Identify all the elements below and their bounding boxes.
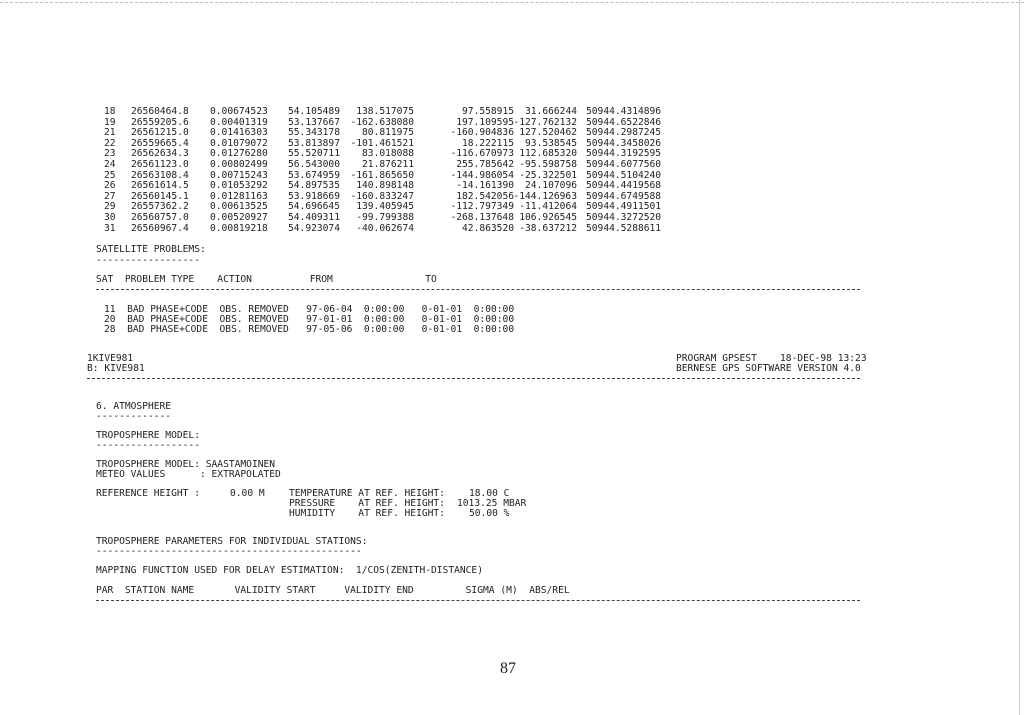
orbit-table-cell: 50944.4314896 (586, 106, 662, 117)
temperature-value: 18.00 C (469, 488, 510, 499)
orbit-table-cell: 50944.4419568 (586, 180, 662, 192)
orbit-table-cell: 56.543000 (288, 159, 340, 170)
problems-table-header: SAT PROBLEM TYPE ACTION FROM TO (96, 274, 437, 285)
orbit-table-cell: -14.161390 (456, 180, 514, 192)
humidity-value: 50.00 % (469, 508, 510, 519)
orbit-table-cell: -25.322501 (519, 169, 577, 181)
orbit-table-cell: 31 (104, 222, 116, 234)
orbit-table-cell: 0.00819218 (210, 222, 268, 234)
orbit-table-cell: 24.107096 (525, 180, 577, 192)
orbit-table-cell: 26560464.8 (131, 106, 189, 117)
header-job-id: 1KIVE981 (87, 353, 134, 364)
orbit-table-cell: -99.799388 (356, 212, 414, 223)
orbit-table-cell: 50944.3192595 (586, 148, 662, 160)
meteo-values-line: METEO VALUES : EXTRAPOLATED (96, 469, 281, 480)
orbit-table-cell: 50944.6522846 (586, 116, 662, 128)
orbit-table-cell: 50944.4911501 (586, 201, 662, 213)
pressure-label: PRESSURE AT REF. HEIGHT: (289, 498, 445, 509)
orbit-table-cell: 26561123.0 (131, 159, 189, 170)
problem-row: 28 BAD PHASE+CODE OBS. REMOVED 97-05-06 0:00:00 0-01-01 0:00:00 (104, 324, 515, 335)
orbit-table-cell: -101.461521 (350, 137, 414, 149)
orbit-table-cell: 26561614.5 (131, 180, 189, 192)
orbit-table-cell: 26560145.1 (131, 190, 189, 202)
orbit-table-cell: 140.898148 (356, 180, 414, 192)
orbit-table-cell: 55.520711 (288, 148, 340, 160)
header-campaign: B: KIVE981 (87, 363, 145, 374)
orbit-table-cell: 26 (104, 180, 116, 192)
orbit-table-cell: 54.409311 (288, 212, 340, 223)
orbit-table-cell: 0.00613525 (210, 201, 268, 213)
orbit-table-cell: 54.923074 (288, 222, 340, 234)
top-border (0, 2, 1024, 3)
orbit-table-cell: 54.696645 (288, 201, 340, 213)
right-border (1019, 0, 1020, 715)
orbit-table-cell: 21.876211 (362, 159, 414, 170)
orbit-table-cell: -127.762132 (513, 116, 577, 128)
orbit-table-cell: 29 (104, 201, 116, 213)
orbit-table-cell: 27 (104, 190, 116, 202)
orbit-table-cell: 50944.2987245 (586, 127, 662, 139)
orbit-table-cell: -144.126963 (513, 190, 577, 202)
reference-height-label: REFERENCE HEIGHT : (96, 488, 200, 499)
orbit-table-cell: 42.863520 (462, 222, 514, 234)
orbit-table-cell: -161.865650 (350, 169, 414, 181)
orbit-table-cell: 0.01053292 (210, 180, 268, 192)
orbit-table-cell: 55.343178 (288, 127, 340, 139)
orbit-table-cell: -112.797349 (450, 201, 514, 213)
orbit-table-cell: 0.00674523 (210, 106, 268, 117)
orbit-table-cell: -268.137648 (450, 212, 514, 223)
orbit-table-cell: 0.00401319 (210, 116, 268, 128)
orbit-table-cell: 26559665.4 (131, 137, 189, 149)
troposphere-params-title: TROPOSPHERE PARAMETERS FOR INDIVIDUAL STATIONS: (96, 536, 368, 547)
orbit-table-cell: -11.412064 (519, 201, 577, 213)
orbit-table-cell: 26560967.4 (131, 222, 189, 234)
orbit-table-cell: -160.833247 (350, 190, 414, 202)
orbit-table-cell: 26561215.0 (131, 127, 189, 139)
orbit-table-cell: 54.897535 (288, 180, 340, 192)
orbit-table-cell: 26562634.3 (131, 148, 189, 160)
orbit-table-cell: 50944.5288611 (586, 222, 662, 234)
orbit-table-cell: 50944.6749588 (586, 190, 662, 202)
orbit-table-cell: 50944.3272520 (586, 212, 662, 223)
orbit-table-cell: 26557362.2 (131, 201, 189, 213)
orbit-table-cell: -116.670973 (450, 148, 514, 160)
problem-row: 11 BAD PHASE+CODE OBS. REMOVED 97-06-04 0:00:00 0-01-01 0:00:00 (104, 304, 515, 315)
section-title: 6. ATMOSPHERE (96, 401, 172, 412)
satellite-problems-underline: ------------------ (96, 255, 200, 266)
params-header-rule (96, 600, 860, 601)
section-underline: ------------- (96, 411, 172, 422)
orbit-table-cell: 0.00520927 (210, 212, 268, 223)
reference-height-value: 0.00 M (230, 488, 265, 499)
page-number: 87 (500, 660, 516, 677)
orbit-table-cell: 83.018088 (362, 148, 414, 160)
orbit-table-cell: 255.785642 (456, 159, 514, 170)
orbit-table-cell: 18.222115 (462, 137, 514, 149)
orbit-table-cell: 26559205.6 (131, 116, 189, 128)
humidity-label: HUMIDITY AT REF. HEIGHT: (289, 508, 445, 519)
orbit-table-cell: 112.685320 (519, 148, 577, 160)
troposphere-model-underline: ------------------ (96, 440, 200, 451)
orbit-table-cell: 54.105489 (288, 106, 340, 117)
params-table-header: PAR STATION NAME VALIDITY START VALIDITY END SIGMA (M) ABS/REL (96, 585, 570, 596)
orbit-table-cell: 21 (104, 127, 116, 139)
troposphere-params-underline: ---------------------------------------------- (96, 546, 362, 557)
orbit-table-cell: -38.637212 (519, 222, 577, 234)
orbit-table-cell: -40.062674 (356, 222, 414, 234)
troposphere-model-title: TROPOSPHERE MODEL: (96, 430, 200, 441)
orbit-table-cell: 197.109595 (456, 116, 514, 128)
orbit-table-cell: 106.926545 (519, 212, 577, 223)
orbit-table-cell: 53.674959 (288, 169, 340, 181)
orbit-table-cell: 0.00715243 (210, 169, 268, 181)
problems-header-rule (96, 289, 860, 290)
orbit-table-cell: 0.01416303 (210, 127, 268, 139)
orbit-table-cell: 0.01281163 (210, 190, 268, 202)
orbit-table-cell: 18 (104, 106, 116, 117)
orbit-table-cell: 0.00802499 (210, 159, 268, 170)
pressure-value: 1013.25 MBAR (457, 498, 527, 509)
orbit-table-cell: 24 (104, 159, 116, 170)
header-rule (87, 378, 860, 379)
header-program: PROGRAM GPSEST 18-DEC-98 13:23 (676, 353, 867, 364)
orbit-table-cell: 26563108.4 (131, 169, 189, 181)
orbit-table-cell: 139.405945 (356, 201, 414, 213)
orbit-table-cell: -162.638080 (350, 116, 414, 128)
orbit-table-cell: -160.904836 (450, 127, 514, 139)
orbit-table-cell: 19 (104, 116, 116, 128)
orbit-table-cell: 25 (104, 169, 116, 181)
mapping-function-line: MAPPING FUNCTION USED FOR DELAY ESTIMATION: 1/COS(ZENITH-DISTANCE) (96, 565, 483, 576)
satellite-problems-title: SATELLITE PROBLEMS: (96, 244, 206, 255)
orbit-table-cell: 26560757.0 (131, 212, 189, 223)
orbit-table-cell: 0.01276280 (210, 148, 268, 160)
orbit-table-cell: 127.520462 (519, 127, 577, 139)
orbit-table-cell: 22 (104, 137, 116, 149)
temperature-label: TEMPERATURE AT REF. HEIGHT: (289, 488, 445, 499)
orbit-table-cell: 53.918669 (288, 190, 340, 202)
orbit-table-cell: 50944.6077560 (586, 159, 662, 170)
orbit-table-cell: 30 (104, 212, 116, 223)
orbit-table-cell: -144.986054 (450, 169, 514, 181)
orbit-table-cell: 138.517075 (356, 106, 414, 117)
orbit-table-cell: 0.01079072 (210, 137, 268, 149)
orbit-table-cell: 50944.3458026 (586, 137, 662, 149)
problem-row: 20 BAD PHASE+CODE OBS. REMOVED 97-01-01 0:00:00 0-01-01 0:00:00 (104, 314, 515, 325)
orbit-table-cell: 97.558915 (462, 106, 514, 117)
orbit-table-cell: 53.813897 (288, 137, 340, 149)
orbit-table-cell: 23 (104, 148, 116, 160)
orbit-table-cell: 93.538545 (525, 137, 577, 149)
orbit-table-cell: 31.666244 (525, 106, 577, 117)
orbit-table-cell: 182.542056 (456, 190, 514, 202)
orbit-table-cell: 53.137667 (288, 116, 340, 128)
header-software-version: BERNESE GPS SOFTWARE VERSION 4.0 (676, 363, 861, 374)
orbit-table-cell: 50944.5104240 (586, 169, 662, 181)
orbit-table-cell: 80.811975 (362, 127, 414, 139)
orbit-table-cell: -95.598758 (519, 159, 577, 170)
troposphere-model-line: TROPOSPHERE MODEL: SAASTAMOINEN (96, 459, 276, 470)
